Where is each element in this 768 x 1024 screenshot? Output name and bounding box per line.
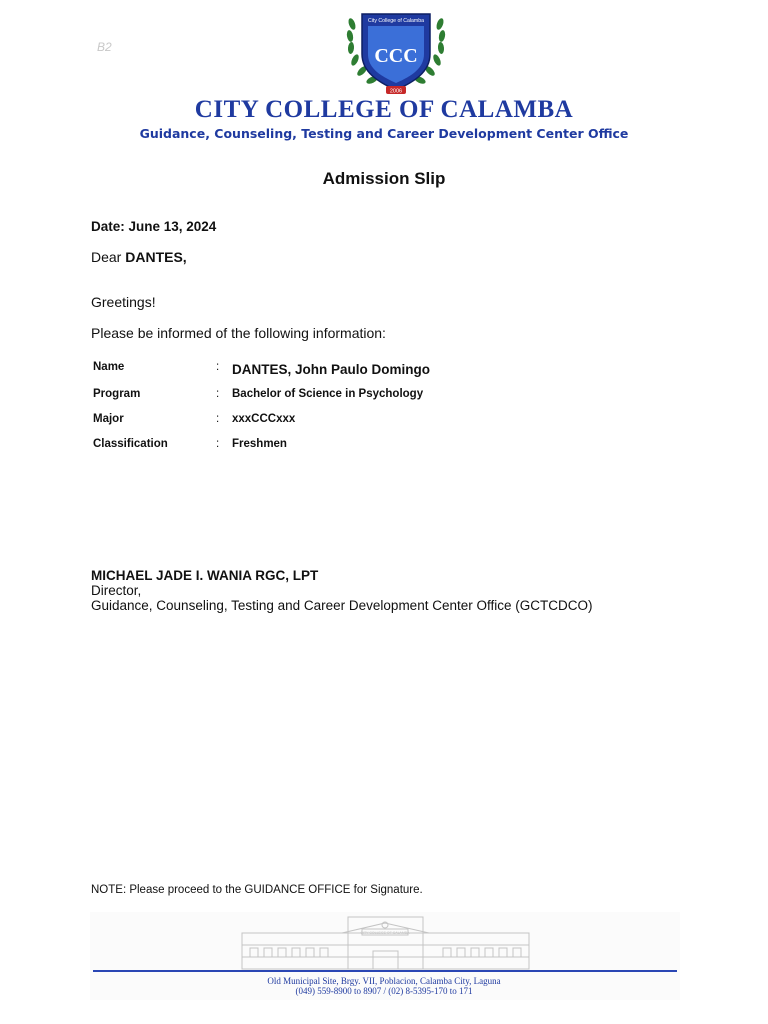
- info-value: Bachelor of Science in Psychology: [232, 388, 424, 400]
- salutation-prefix: Dear: [91, 249, 126, 265]
- info-label: Major: [93, 413, 124, 425]
- college-seal-logo: [342, 10, 450, 98]
- greeting: Greetings!: [91, 294, 156, 310]
- info-label: Program: [93, 388, 141, 400]
- footer-address: Old Municipal Site, Brgy. VII, Poblacion, Calamba City, Laguna: [267, 976, 501, 986]
- salutation: [91, 249, 187, 265]
- building-sign: CITY COLLEGE OF CALAMBA: [360, 931, 410, 935]
- info-colon: :: [216, 361, 220, 373]
- info-value: Freshmen: [232, 438, 287, 450]
- footer-phone: (049) 559-8900 to 8907 / (02) 8-5395-170 to 171: [295, 986, 473, 996]
- seal-year: 2006: [389, 88, 403, 95]
- document-code: B2: [97, 40, 112, 54]
- info-value: DANTES, John Paulo Domingo: [232, 362, 430, 377]
- info-row-classification: [93, 438, 693, 458]
- info-row-name: [93, 361, 693, 381]
- info-colon: :: [216, 438, 220, 450]
- document-title: Admission Slip: [322, 169, 446, 188]
- intro-text: Please be informed of the following information:: [91, 325, 386, 341]
- footer-rule: [93, 970, 677, 972]
- signature-note: NOTE: Please proceed to the GUIDANCE OFFICE for Signature.: [91, 884, 423, 896]
- signatory-role: Director,: [91, 583, 142, 598]
- info-row-major: [93, 413, 693, 433]
- office-name: Guidance, Counseling, Testing and Career Development Center Office: [139, 126, 629, 141]
- signatory-office: Guidance, Counseling, Testing and Career Development Center Office (GCTCDCO): [91, 598, 593, 613]
- salutation-name: DANTES,: [125, 249, 187, 265]
- info-colon: :: [216, 413, 220, 425]
- info-value: xxxCCCxxx: [232, 413, 296, 425]
- info-row-program: [93, 388, 693, 408]
- info-label: Classification: [93, 438, 168, 450]
- date-line: Date: June 13, 2024: [91, 219, 217, 234]
- college-name: CITY COLLEGE OF CALAMBA: [194, 96, 574, 123]
- info-label: Name: [93, 361, 125, 373]
- building-illustration: [238, 915, 533, 971]
- signatory-name: MICHAEL JADE I. WANIA RGC, LPT: [91, 568, 319, 583]
- seal-caption: City College of Calamba: [368, 18, 424, 24]
- seal-monogram: CCC: [374, 45, 418, 67]
- info-colon: :: [216, 388, 220, 400]
